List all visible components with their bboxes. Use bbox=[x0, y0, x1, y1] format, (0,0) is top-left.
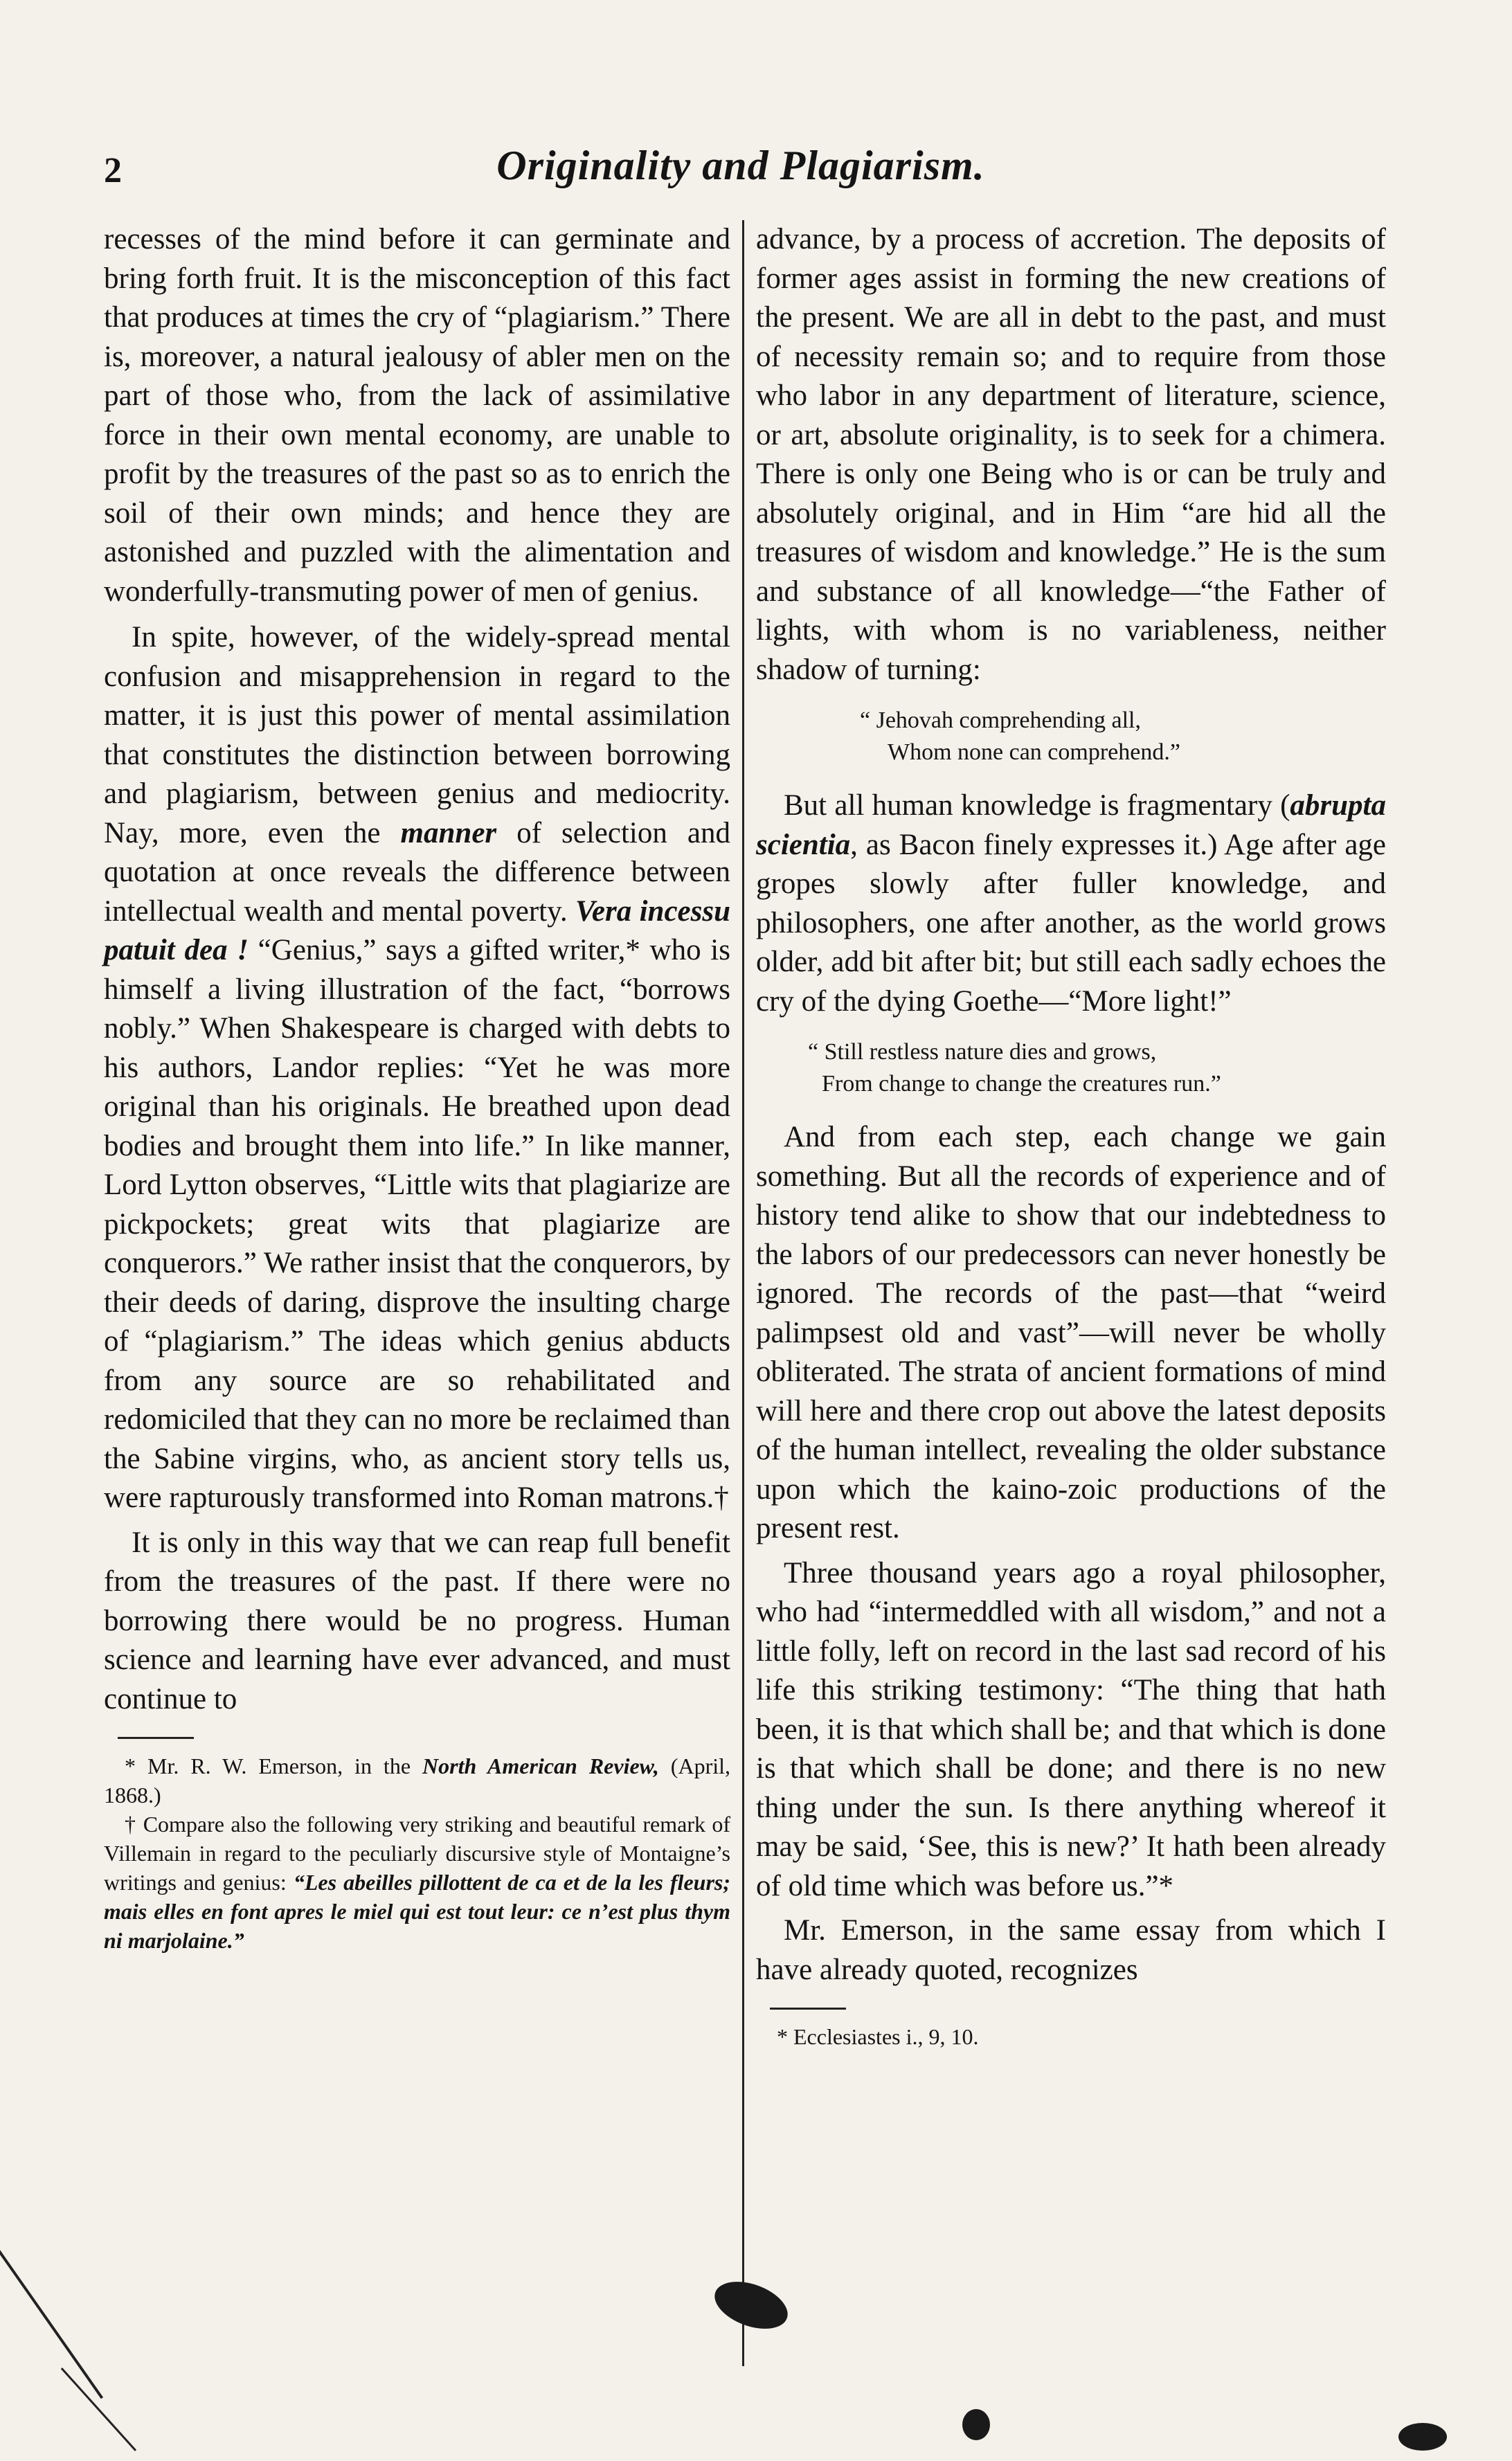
ink-blot bbox=[962, 2409, 990, 2440]
footnote: * Ecclesiastes i., 9, 10. bbox=[777, 2024, 979, 2049]
paragraph bbox=[756, 786, 1386, 1021]
ink-blot bbox=[1398, 2423, 1447, 2451]
footnote-rule bbox=[118, 1737, 194, 1739]
verse-quote bbox=[756, 705, 1386, 768]
verse-line: From change to change the creatures run.” bbox=[822, 1071, 1221, 1097]
column-divider bbox=[742, 220, 744, 2366]
verse-line: “ Jehovah comprehending all, bbox=[860, 707, 1141, 733]
latin-phrase: abrupta scientia bbox=[756, 789, 1386, 861]
paragraph: It is only in this way that we can reap full benefit from the treasures of the past. If there were no borrowing there would be no progress. Human science and learning have ever advanced, and must continue to bbox=[104, 1526, 730, 1715]
ink-blot bbox=[708, 2273, 794, 2338]
latin-phrase: Vera incessu patuit dea ! bbox=[104, 894, 730, 966]
scan-scratch bbox=[61, 2368, 136, 2451]
paragraph: Three thousand years ago a royal philosopher, who had “intermeddled with all wisdom,” and not a little folly, left on record in the last sad record of his life this striking testimony: “The thing that hath been, it is that which shall be; and that which is done is that which shall be done; and there is no new thing under the sun. Is there anything whereof it may be said, ‘See, this is new?’ It hath been already of old time which was before us.”* bbox=[756, 1556, 1386, 1902]
right-column bbox=[756, 220, 1386, 2051]
text-run: † Compare also the following very striking and beautiful remark of Villemain in regard to the peculiarly discursive style of Montaigne’s writings and genius: bbox=[104, 1812, 730, 1895]
french-quote: “Les abeilles pillottent de ca et de la les fleurs; mais elles en font apres le miel qui est tout leur: ce n’est plus thym ni marjolaine.” bbox=[104, 1870, 731, 1953]
footnotes bbox=[104, 1751, 730, 1955]
footnote bbox=[104, 1751, 730, 1810]
text-run: , as Bacon finely expresses it.) Age after age gropes slowly after fuller knowledge, and philosophers, one after another, as the world grows older, add bit after bit; but still each sadly echoes the cry of the dying Goethe—“More light!” bbox=[756, 828, 1386, 1018]
text-run: “Genius,” says a gifted writer,* who is himself a living illustration of the fact, “borrows nobly.” When Shakespeare is charged with debts to his authors, Landor replies: “Yet he was more original than his originals. He breathed upon dead bodies and brought them into life.” In like manner, Lord Lytton observes, “Little wits that plagiarize are pickpockets; great wits that plagiarize are conquerors.” We rather insist that the conquerors, by their deeds of daring, disprove the insulting charge of “plagiarism.” The ideas which genius abducts from any source are so rehabilitated and redomiciled that they can no more be reclaimed than the Sabine virgins, who, as ancient story tells us, were rapturously transformed into Roman matrons.† bbox=[104, 934, 731, 1514]
paragraph: recesses of the mind before it can germinate and bring forth fruit. It is the misconception of this fact that produces at times the cry of “plagiarism.” There is, moreover, a natural jealousy of abler men on the part of those who, from the lack of assimilative force in their own mental economy, are unable to profit by the treasures of the past so as to enrich the soil of their own minds; and hence they are astonished and puzzled with the alimentation and wonderfully-transmuting power of men of genius. bbox=[104, 223, 730, 608]
text-run: But all human knowledge is fragmentary ( bbox=[784, 789, 1290, 822]
left-column bbox=[104, 220, 730, 1955]
page-header bbox=[97, 142, 1385, 197]
running-title: Originality and Plagiarism. bbox=[496, 143, 985, 188]
emphasis: manner bbox=[400, 816, 497, 849]
scan-scratch bbox=[0, 2250, 103, 2399]
paragraph: And from each step, each change we gain something. But all the records of experience and of history tend alike to show that our indebtedness to the labors of our predecessors can never honestly be ignored. The records of the past—that “weird palimpsest old and vast”—will never be wholly obliterated. The strata of ancient formations of mind will here and there crop out above the latest deposits of the human intellect, revealing the older substance upon which the kaino-zoic productions of the present rest. bbox=[756, 1121, 1386, 1544]
text-run: (April, 1868.) bbox=[104, 1754, 730, 1808]
footnote-rule bbox=[770, 2008, 846, 2010]
paragraph: Mr. Emerson, in the same essay from which I have already quoted, recognizes bbox=[756, 1914, 1386, 1986]
paragraph bbox=[104, 618, 730, 1518]
verse-quote bbox=[756, 1036, 1386, 1100]
footnotes bbox=[756, 2022, 1386, 2051]
page-number: 2 bbox=[104, 151, 122, 190]
journal-title: North American Review, bbox=[422, 1754, 659, 1778]
verse-line: Whom none can comprehend.” bbox=[888, 739, 1180, 765]
text-run: * Mr. R. W. Emerson, in the bbox=[125, 1754, 422, 1778]
verse-line: “ Still restless nature dies and grows, bbox=[808, 1039, 1157, 1065]
text-run: of selection and quotation at once reveals the difference between intellectual wealth and mental poverty. bbox=[104, 816, 730, 928]
footnote bbox=[104, 1810, 730, 1955]
paragraph: advance, by a process of accretion. The deposits of former ages assist in forming the new creations of the present. We are all in debt to the past, and must of necessity remain so; and to require from those who labor in any department of literature, science, or art, absolute originality, is to seek for a chimera. There is only one Being who is or can be truly and absolutely original, and in Him “are hid all the treasures of wisdom and knowledge.” He is the sum and substance of all knowledge—“the Father of lights, with whom is no variableness, neither shadow of turning: bbox=[756, 223, 1386, 686]
text-run: In spite, however, of the widely-spread mental confusion and misapprehension in regard to the matter, it is just this power of mental assimilation that constitutes the distinction between borrowing and plagiarism, between genius and mediocrity. Nay, more, even the bbox=[104, 621, 730, 849]
